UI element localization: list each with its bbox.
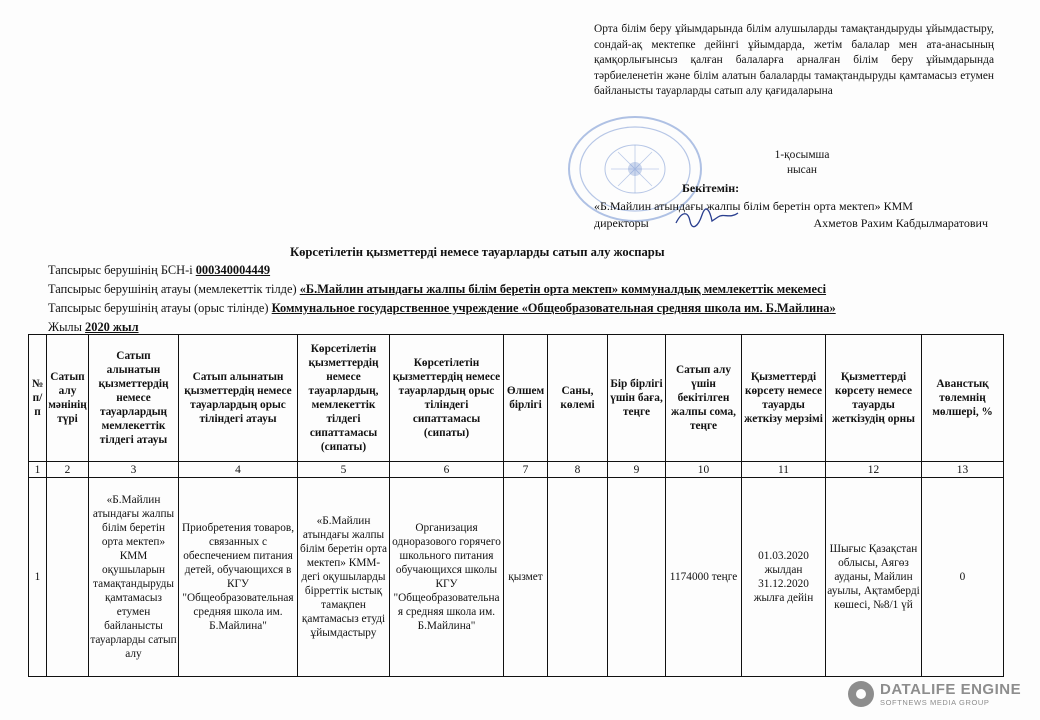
header-cell: Өлшем бірлігі xyxy=(504,335,548,462)
column-number: 4 xyxy=(179,462,298,478)
header-cell: Көрсетілетін қызметтердің немесе тауарлардың орыс тіліндегі сипаттамасы (сипаты) xyxy=(390,335,504,462)
header-cell: Сатып алынатын қызметтердің немесе тауарлардың орыс тіліндегі атауы xyxy=(179,335,298,462)
customer-name-kz-line xyxy=(48,282,826,297)
cell-advance-payment: 0 xyxy=(922,478,1004,677)
customer-bin-label: Тапсырыс берушінің БСН-і xyxy=(48,263,196,277)
column-number: 2 xyxy=(47,462,89,478)
handwritten-signature xyxy=(672,207,742,229)
header-cell: Сатып алу үшін бекітілген жалпы сома, теңге xyxy=(666,335,742,462)
plan-title: Көрсетілетін қызметтерді немесе тауарларды сатып алу жоспары xyxy=(290,245,665,259)
cell-row-number: 1 xyxy=(29,478,47,677)
cell-procurement-type xyxy=(47,478,89,677)
watermark-title: DATALIFE ENGINE xyxy=(880,680,1022,698)
customer-name-ru-label: Тапсырыс берушінің атауы (орыс тілінде) xyxy=(48,301,272,315)
header-cell: Сатып алынатын қызметтердің немесе тауарлардың мемлекеттік тілдегі атауы xyxy=(89,335,179,462)
header-cell: Сатып алу мәнінің түрі xyxy=(47,335,89,462)
customer-name-kz-label: Тапсырыс берушінің атауы (мемлекеттік тілде) xyxy=(48,282,300,296)
column-number: 5 xyxy=(298,462,390,478)
plan-year-label: Жылы xyxy=(48,320,86,334)
plan-year-line xyxy=(48,320,139,335)
customer-name-ru-value: Коммунальное государственное учреждение «Общеобразовательная средняя школа им. Б.Майлина» xyxy=(271,301,836,315)
column-number: 12 xyxy=(826,462,922,478)
column-number: 11 xyxy=(742,462,826,478)
customer-bin-value: 000340004449 xyxy=(195,263,271,277)
cell-name-ru: Приобретения товаров, связанных с обеспечением питания детей, обучающихся в КГУ "Общеобразовательная средняя школа им. Б.Майлина" xyxy=(179,478,298,677)
approval-signatory xyxy=(594,216,988,231)
column-number: 8 xyxy=(548,462,608,478)
procurement-plan-table xyxy=(28,334,1004,677)
cell-unit: қызмет xyxy=(504,478,548,677)
site-watermark xyxy=(848,676,1028,712)
cell-total-amount: 1174000 теңге xyxy=(666,478,742,677)
column-number-row xyxy=(29,462,1004,478)
annex-number: 1-қосымша xyxy=(774,149,830,161)
datalife-logo-icon xyxy=(848,681,874,707)
column-number: 3 xyxy=(89,462,179,478)
annex-label xyxy=(762,148,842,178)
column-number: 9 xyxy=(608,462,666,478)
cell-delivery-place: Шығыс Қазақстан облысы, Аягөз ауданы, Майлин ауылы, Ақтамберді көшесі, №8/1 үй xyxy=(826,478,922,677)
column-number: 1 xyxy=(29,462,47,478)
header-cell: Көрсетілетін қызметтердің немесе тауарлардың, мемлекеттік тілдегі сипаттамасы (сипаты) xyxy=(298,335,390,462)
plan-year-value: 2020 жыл xyxy=(85,320,139,334)
column-number: 10 xyxy=(666,462,742,478)
header-cell: Қызметтерді көрсету немесе тауарды жеткізудің орны xyxy=(826,335,922,462)
header-cell: Аванстық төлемнің мөлшері, % xyxy=(922,335,1004,462)
cell-name-kz: «Б.Майлин атындағы жалпы білім беретін орта мектеп» КММ оқушыларын тамақтандыруды қамтамасыз етумен байланысты тауарларды сатып алу xyxy=(89,478,179,677)
annex-form: нысан xyxy=(786,164,818,176)
approval-name: Ахметов Рахим Кабдылмаратович xyxy=(813,216,988,230)
customer-bin-line xyxy=(48,263,270,278)
cell-delivery-period: 01.03.2020 жылдан 31.12.2020 жылға дейін xyxy=(742,478,826,677)
approval-organization: «Б.Майлин атындағы жалпы білім беретін орта мектеп» КММ xyxy=(594,199,913,213)
header-cell: Қызметтерді көрсету немесе тауарды жеткізу мерзімі xyxy=(742,335,826,462)
table-header-row xyxy=(29,335,1004,462)
regulation-reference-note: Орта білім беру ұйымдарында білім алушыларды тамақтандыруды ұйымдастыру, сондай-ақ мектепке дейінгі ұйымдарда, жетім балалар мен ата-анасының қамқорлығынсыз қалған балаларға арналған білім беру ұйымдарында тәрбиеленетін және білім алатын балаларды тамақтандыруды қамтамасыз етумен байланысты тауарларды сатып алу қағидаларына xyxy=(594,23,994,97)
column-number: 13 xyxy=(922,462,1004,478)
cell-description-kz: «Б.Майлин атындағы жалпы білім беретін орта мектеп» КММ-дегі оқушыларды бірреттік ыстық тамақпен қамтамасыз етуді ұйымдастыру xyxy=(298,478,390,677)
approval-position: директоры xyxy=(594,216,649,230)
header-cell: Саны, көлемі xyxy=(548,335,608,462)
customer-name-ru-line xyxy=(48,301,836,316)
table-row xyxy=(29,478,1004,677)
header-cell: Бір бірлігі үшін баға, теңге xyxy=(608,335,666,462)
header-cell: № п/п xyxy=(29,335,47,462)
watermark-subtitle: SOFTNEWS MEDIA GROUP xyxy=(880,697,990,707)
column-number: 6 xyxy=(390,462,504,478)
cell-unit-price xyxy=(608,478,666,677)
approval-title: Бекітемін: xyxy=(682,181,740,195)
column-number: 7 xyxy=(504,462,548,478)
cell-quantity xyxy=(548,478,608,677)
customer-name-kz-value: «Б.Майлин атындағы жалпы білім беретін орта мектеп» коммуналдық мемлекеттік мекемесі xyxy=(299,282,827,296)
cell-description-ru: Организация одноразового горячего школьного питания обучающихся школы КГУ "Общеобразовательная средняя школа им. Б.Майлина" xyxy=(390,478,504,677)
